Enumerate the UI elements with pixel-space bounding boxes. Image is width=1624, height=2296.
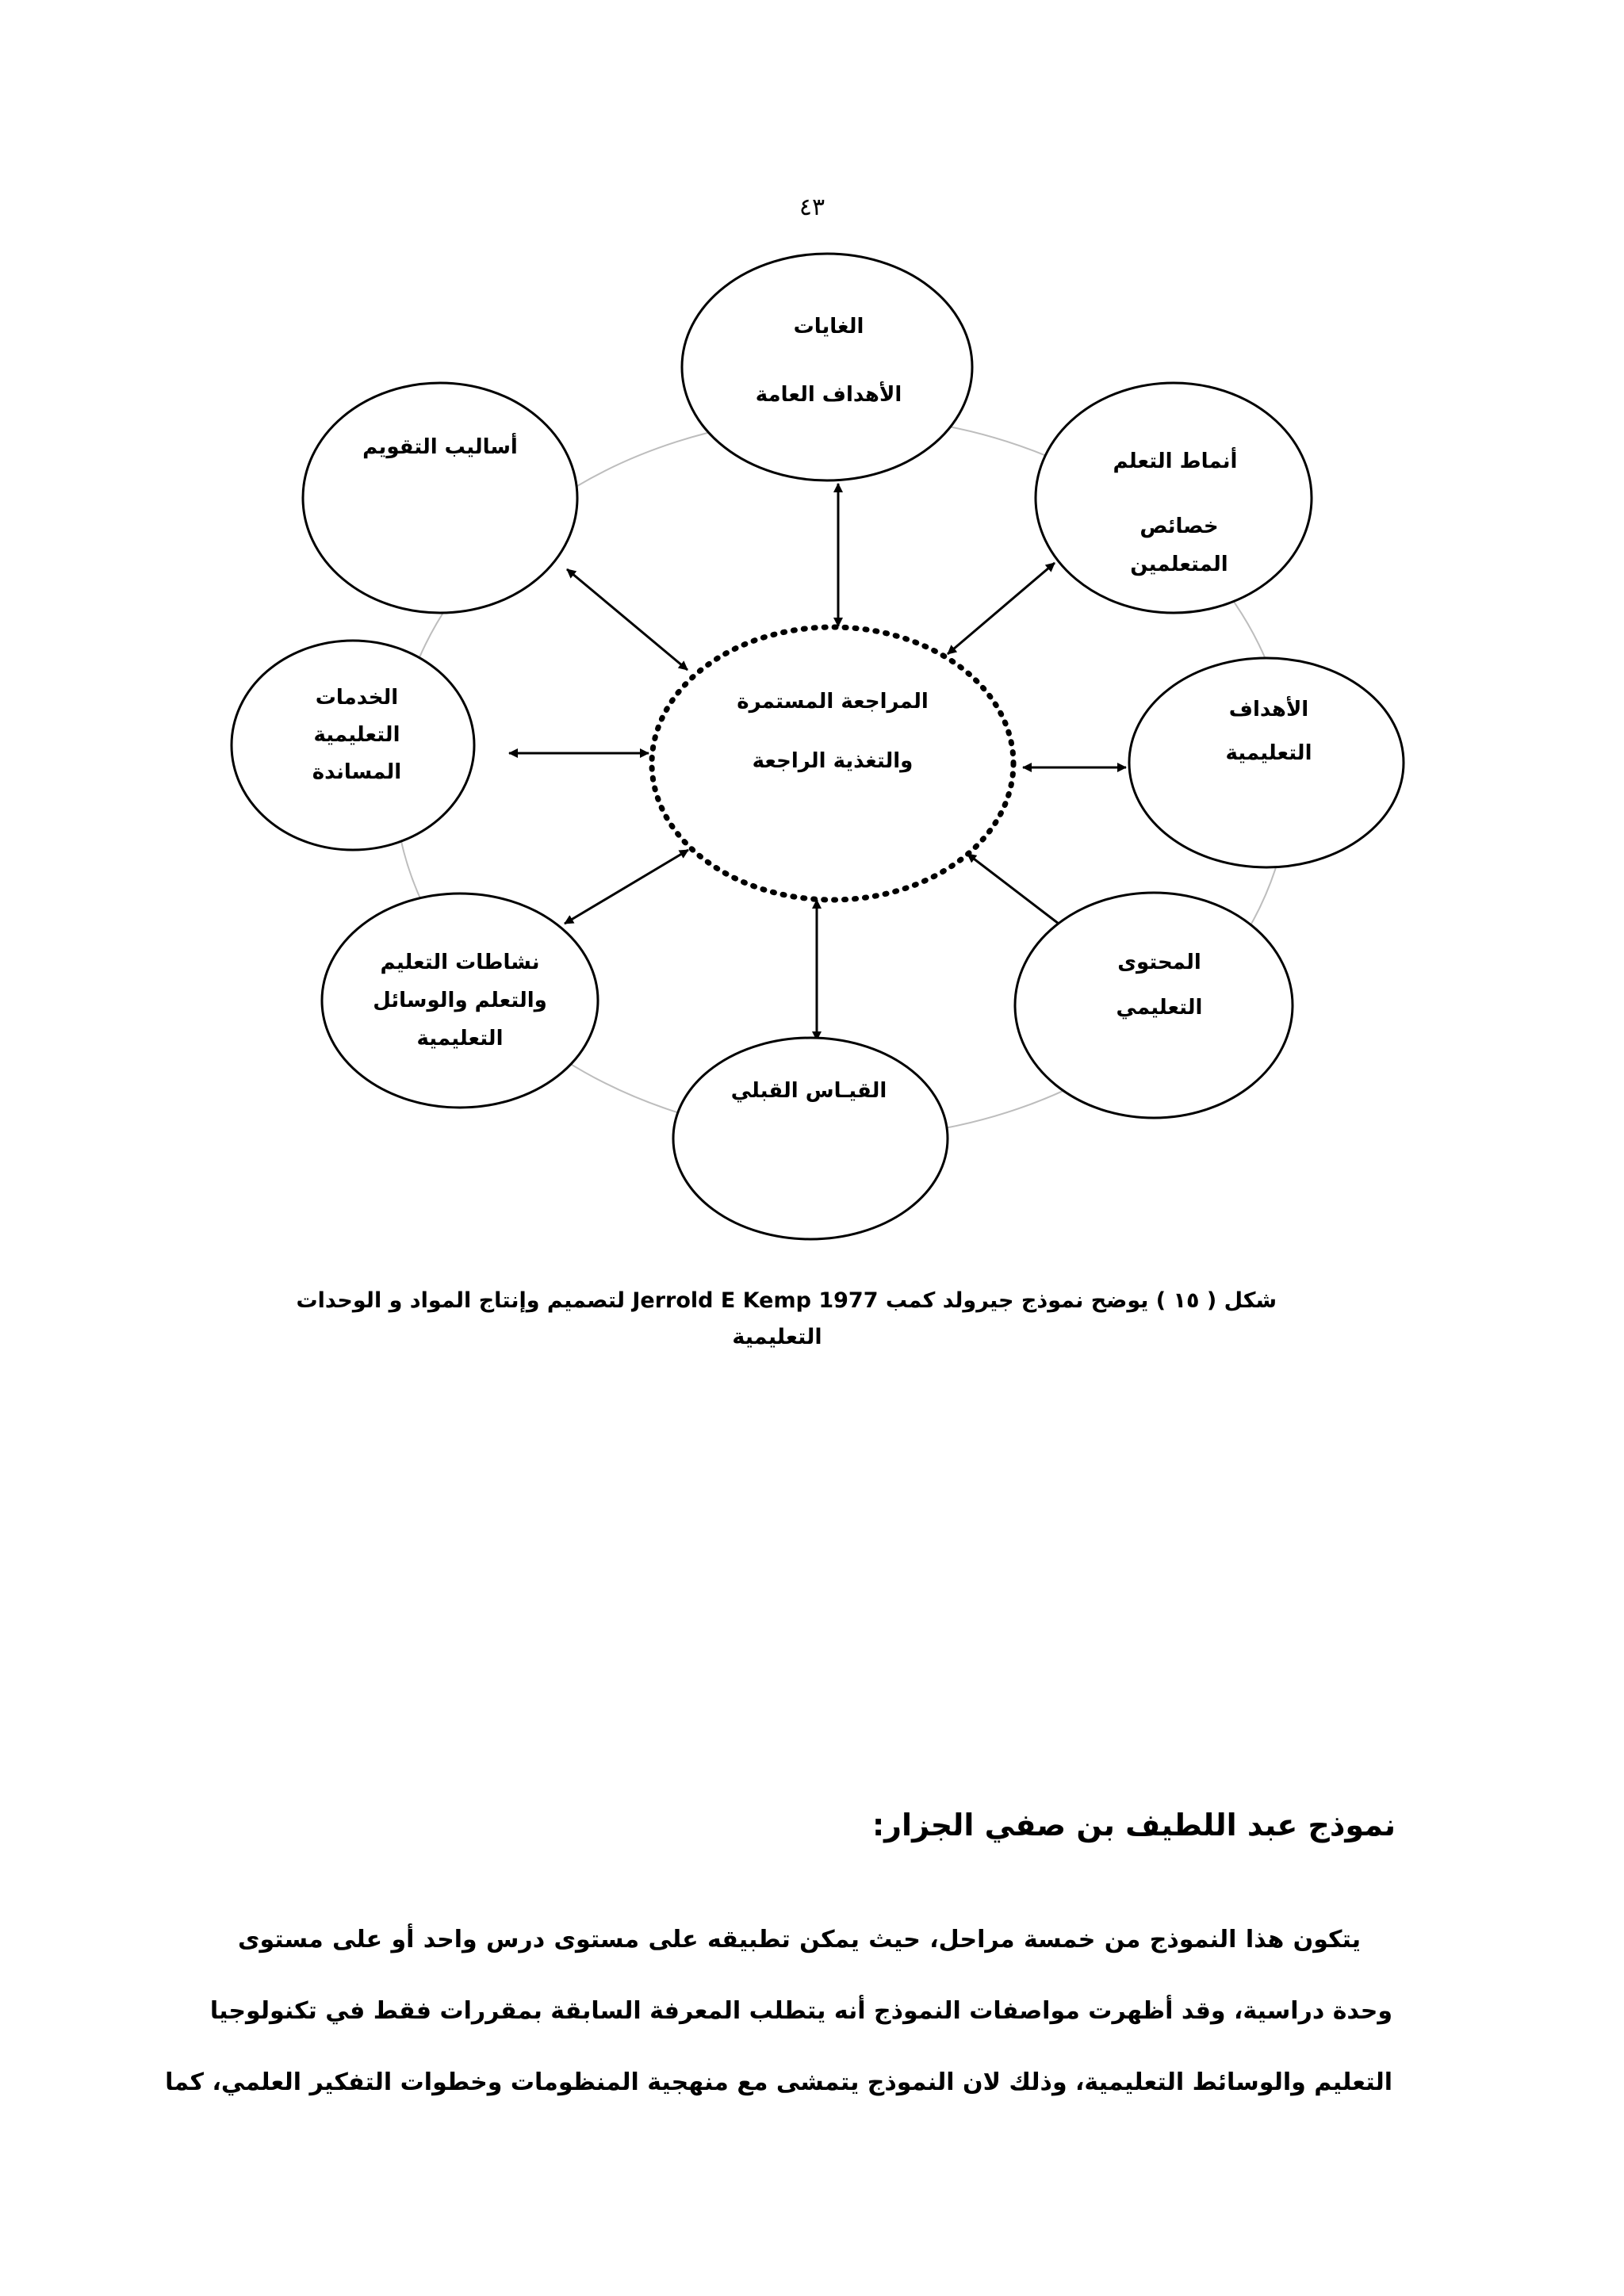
node-evaluation-ellipse (303, 383, 577, 613)
node-activities-line1: نشاطات التعليم (380, 951, 540, 974)
arrow-bottom-left (565, 850, 688, 924)
node-activities (322, 894, 598, 1108)
node-learning-styles (1036, 383, 1312, 613)
arrow-bottom-right (967, 854, 1072, 934)
arrow-top-left (567, 569, 688, 670)
node-activities-line2: والتعلم والوسائل (373, 989, 547, 1012)
node-pretest (673, 1038, 948, 1239)
section-heading: نموذج عبد اللطيف بن صفي الجزار: (871, 1808, 1396, 1843)
node-objectives-line2: التعليمية (1225, 741, 1312, 765)
node-evaluation-line1: أساليب التقويم (362, 435, 518, 459)
node-learning-styles-line1: أنماط التعلم (1113, 450, 1238, 473)
node-support-services-line3: المساندة (312, 760, 402, 784)
node-activities-line3: التعليمية (416, 1027, 504, 1050)
figure-caption (270, 1283, 1285, 1356)
body-paragraph (165, 1904, 1392, 2118)
node-goals (682, 254, 972, 480)
node-goals-line1: الغايات (793, 315, 864, 339)
node-content (1015, 893, 1293, 1118)
node-support-services-line2: التعليمية (313, 723, 400, 747)
node-content-line1: المحتوى (1117, 951, 1201, 974)
node-goals-line2: الأهداف العامة (755, 383, 902, 407)
arrow-top-right (948, 563, 1055, 654)
paragraph-line: التعليم والوسائط التعليمية، وذلك لان النموذج يتمشى مع منهجية المنظومات وخطوات التفكير العلمي، كما (165, 2068, 1392, 2096)
node-objectives (1129, 658, 1404, 867)
node-objectives-line1: الأهداف (1228, 698, 1309, 721)
caption-line1: شكل ( ١٥ ) يوضح نموذج جيرولد كمب Jerrold E Kemp 1977 لتصميم وإنتاج المواد و الوحدات (296, 1288, 1277, 1313)
page-number: ٤٣ (799, 193, 825, 221)
center-node (652, 627, 1013, 900)
node-pretest-line1: القيـاس القبلي (730, 1079, 887, 1103)
node-pretest-ellipse (673, 1038, 948, 1239)
node-support-services (232, 641, 474, 850)
node-support-services-line1: الخدمات (315, 686, 399, 710)
center-label-line2: والتغذية الراجعة (752, 749, 914, 773)
node-learning-styles-ellipse (1036, 383, 1312, 613)
node-goals-ellipse (682, 254, 972, 480)
paragraph-line: وحدة دراسية، وقد أظهرت مواصفات النموذج أنه يتطلب المعرفة السابقة بمقررات فقط في تكنولوجيا (209, 1997, 1392, 2025)
node-evaluation (303, 383, 577, 613)
caption-line2: التعليمية (732, 1325, 822, 1349)
center-label-line1: المراجعة المستمرة (737, 690, 929, 714)
node-learning-styles-line2: خصائص (1139, 515, 1219, 538)
node-content-line2: التعليمي (1116, 996, 1203, 1020)
node-learning-styles-line3: المتعلمين (1130, 553, 1228, 576)
paragraph-line: يتكون هذا النموذج من خمسة مراحل، حيث يمكن تطبيقه على مستوى درس واحد أو على مستوى (238, 1926, 1361, 1954)
